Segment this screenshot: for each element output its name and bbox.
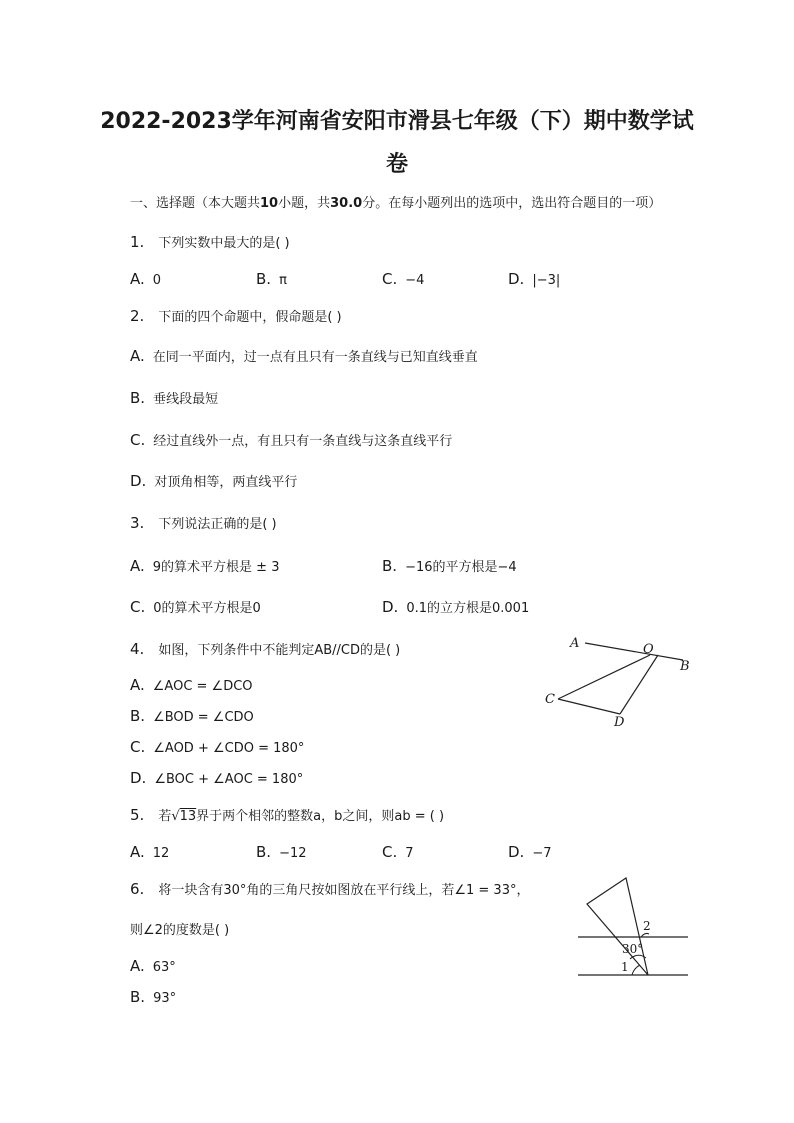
- option-label: C.: [382, 270, 398, 288]
- angle-label-1: 1: [621, 960, 629, 974]
- question-2-option-c[interactable]: [130, 430, 452, 449]
- option-label: B.: [382, 557, 398, 575]
- sqrt-sign: √: [171, 809, 180, 824]
- option-text: 93°: [153, 991, 177, 1006]
- angle-label-2: 2: [643, 919, 651, 933]
- question-3-option-d[interactable]: [382, 597, 529, 616]
- angle-label-30: 30°: [622, 942, 644, 956]
- option-text: ∠BOD = ∠CDO: [153, 710, 254, 725]
- question-5-option-a[interactable]: [130, 843, 169, 861]
- question-2-stem: [130, 306, 342, 325]
- question-6-figure: [570, 872, 700, 982]
- question-text: 将一块含有30°角的三角尺按如图放在平行线上，若∠1 = 33°，: [158, 883, 530, 898]
- option-text: π: [279, 273, 287, 288]
- option-text: 9的算术平方根是 ± 3: [152, 560, 280, 575]
- option-text: ∠AOC = ∠DCO: [152, 679, 253, 694]
- sqrt-radicand: 13: [179, 809, 197, 824]
- question-2-option-d[interactable]: [130, 471, 297, 490]
- segment-oc: [558, 655, 650, 699]
- option-text: |−3|: [532, 273, 561, 288]
- question-1-option-a[interactable]: [130, 270, 161, 288]
- question-number: 2.: [130, 307, 145, 325]
- section-middle: 小题，共: [278, 196, 331, 211]
- document-title-line1: 2022-2023学年河南省安阳市滑县七年级（下）期中数学试: [100, 109, 694, 134]
- option-label: C.: [130, 431, 146, 449]
- question-3-stem: [130, 513, 277, 532]
- option-label: D.: [130, 769, 147, 787]
- question-3-option-b[interactable]: [382, 556, 517, 575]
- question-4-option-a[interactable]: [130, 676, 253, 694]
- option-text: −4: [405, 273, 425, 288]
- option-label: C.: [382, 843, 398, 861]
- question-text: 下列说法正确的是( ): [158, 517, 277, 532]
- question-3-option-a[interactable]: [130, 556, 279, 575]
- question-number: 6.: [130, 880, 145, 898]
- point-label-o: O: [643, 642, 654, 657]
- option-label: B.: [130, 389, 146, 407]
- section-count: 10: [260, 196, 279, 211]
- option-label: B.: [256, 270, 272, 288]
- point-label-a: A: [570, 636, 580, 651]
- question-5-stem: [130, 805, 444, 824]
- question-text-post: 界于两个相邻的整数a，b之间，则ab = ( ): [196, 809, 445, 824]
- question-2-option-b[interactable]: [130, 388, 218, 407]
- option-text: 0的算术平方根是0: [153, 601, 261, 616]
- question-1-option-b[interactable]: [256, 270, 287, 288]
- section-heading: [130, 192, 661, 211]
- question-text-pre: 若: [158, 809, 172, 824]
- option-text: 12: [152, 846, 170, 861]
- option-label: A.: [130, 676, 145, 694]
- option-label: A.: [130, 270, 145, 288]
- question-4-stem: [130, 639, 400, 658]
- question-number: 1.: [130, 233, 145, 251]
- question-3-option-c[interactable]: [130, 597, 261, 616]
- question-5-option-d[interactable]: [508, 843, 552, 861]
- triangle-ruler: [587, 878, 648, 975]
- option-text: ∠BOC + ∠AOC = 180°: [154, 772, 304, 787]
- angle-1-arc: [632, 965, 640, 975]
- option-label: B.: [256, 843, 272, 861]
- option-label: A.: [130, 347, 145, 365]
- point-label-b: B: [680, 659, 690, 674]
- option-label: D.: [130, 472, 147, 490]
- question-number: 3.: [130, 514, 145, 532]
- question-6-option-a[interactable]: [130, 957, 176, 975]
- section-score: 30.0: [330, 196, 363, 211]
- option-text: 0: [152, 273, 162, 288]
- question-text: 下列实数中最大的是( ): [158, 236, 290, 251]
- question-1-option-d[interactable]: [508, 270, 560, 288]
- option-label: A.: [130, 957, 145, 975]
- section-suffix: 分。在每小题列出的选项中，选出符合题目的一项）: [362, 196, 662, 211]
- option-label: C.: [130, 598, 146, 616]
- option-text: ∠AOD + ∠CDO = 180°: [153, 741, 305, 756]
- option-text: 在同一平面内，过一点有且只有一条直线与已知直线垂直: [152, 350, 478, 365]
- question-1-option-c[interactable]: [382, 270, 424, 288]
- option-label: B.: [130, 988, 146, 1006]
- point-label-d: D: [614, 715, 625, 730]
- question-1-stem: [130, 232, 290, 251]
- point-label-c: C: [545, 692, 555, 707]
- question-number: 4.: [130, 640, 145, 658]
- option-label: D.: [382, 598, 399, 616]
- option-label: A.: [130, 557, 145, 575]
- option-text: −12: [279, 846, 307, 861]
- question-4-figure: [530, 628, 710, 738]
- question-5-option-b[interactable]: [256, 843, 307, 861]
- line-ab: [585, 643, 683, 660]
- question-number: 5.: [130, 806, 145, 824]
- option-text: −7: [532, 846, 552, 861]
- question-6-stem: [130, 879, 529, 898]
- question-4-option-d[interactable]: [130, 769, 303, 787]
- option-text: 垂线段最短: [153, 392, 219, 407]
- question-2-option-a[interactable]: [130, 346, 478, 365]
- option-text: 0.1的立方根是0.001: [406, 601, 530, 616]
- question-text: 下面的四个命题中，假命题是( ): [158, 310, 342, 325]
- question-6-option-b[interactable]: [130, 988, 176, 1006]
- segment-od: [620, 655, 658, 714]
- option-label: D.: [508, 843, 525, 861]
- option-label: D.: [508, 270, 525, 288]
- document-title-line2: 卷: [385, 152, 408, 177]
- question-4-option-b[interactable]: [130, 707, 254, 725]
- segment-cd: [558, 699, 620, 714]
- section-prefix: 一、选择题（本大题共: [130, 196, 261, 211]
- option-text: 经过直线外一点，有且只有一条直线与这条直线平行: [153, 434, 453, 449]
- question-6-stem-continued: 则∠2的度数是( ): [130, 923, 230, 938]
- option-text: 对顶角相等，两直线平行: [154, 475, 298, 490]
- question-text: 如图，下列条件中不能判定AB//CD的是( ): [158, 643, 401, 658]
- option-text: −16的平方根是−4: [405, 560, 517, 575]
- option-text: 63°: [152, 960, 176, 975]
- question-4-option-c[interactable]: [130, 738, 304, 756]
- option-label: A.: [130, 843, 145, 861]
- option-text: 7: [405, 846, 414, 861]
- option-label: B.: [130, 707, 146, 725]
- option-label: C.: [130, 738, 146, 756]
- question-5-option-c[interactable]: [382, 843, 414, 861]
